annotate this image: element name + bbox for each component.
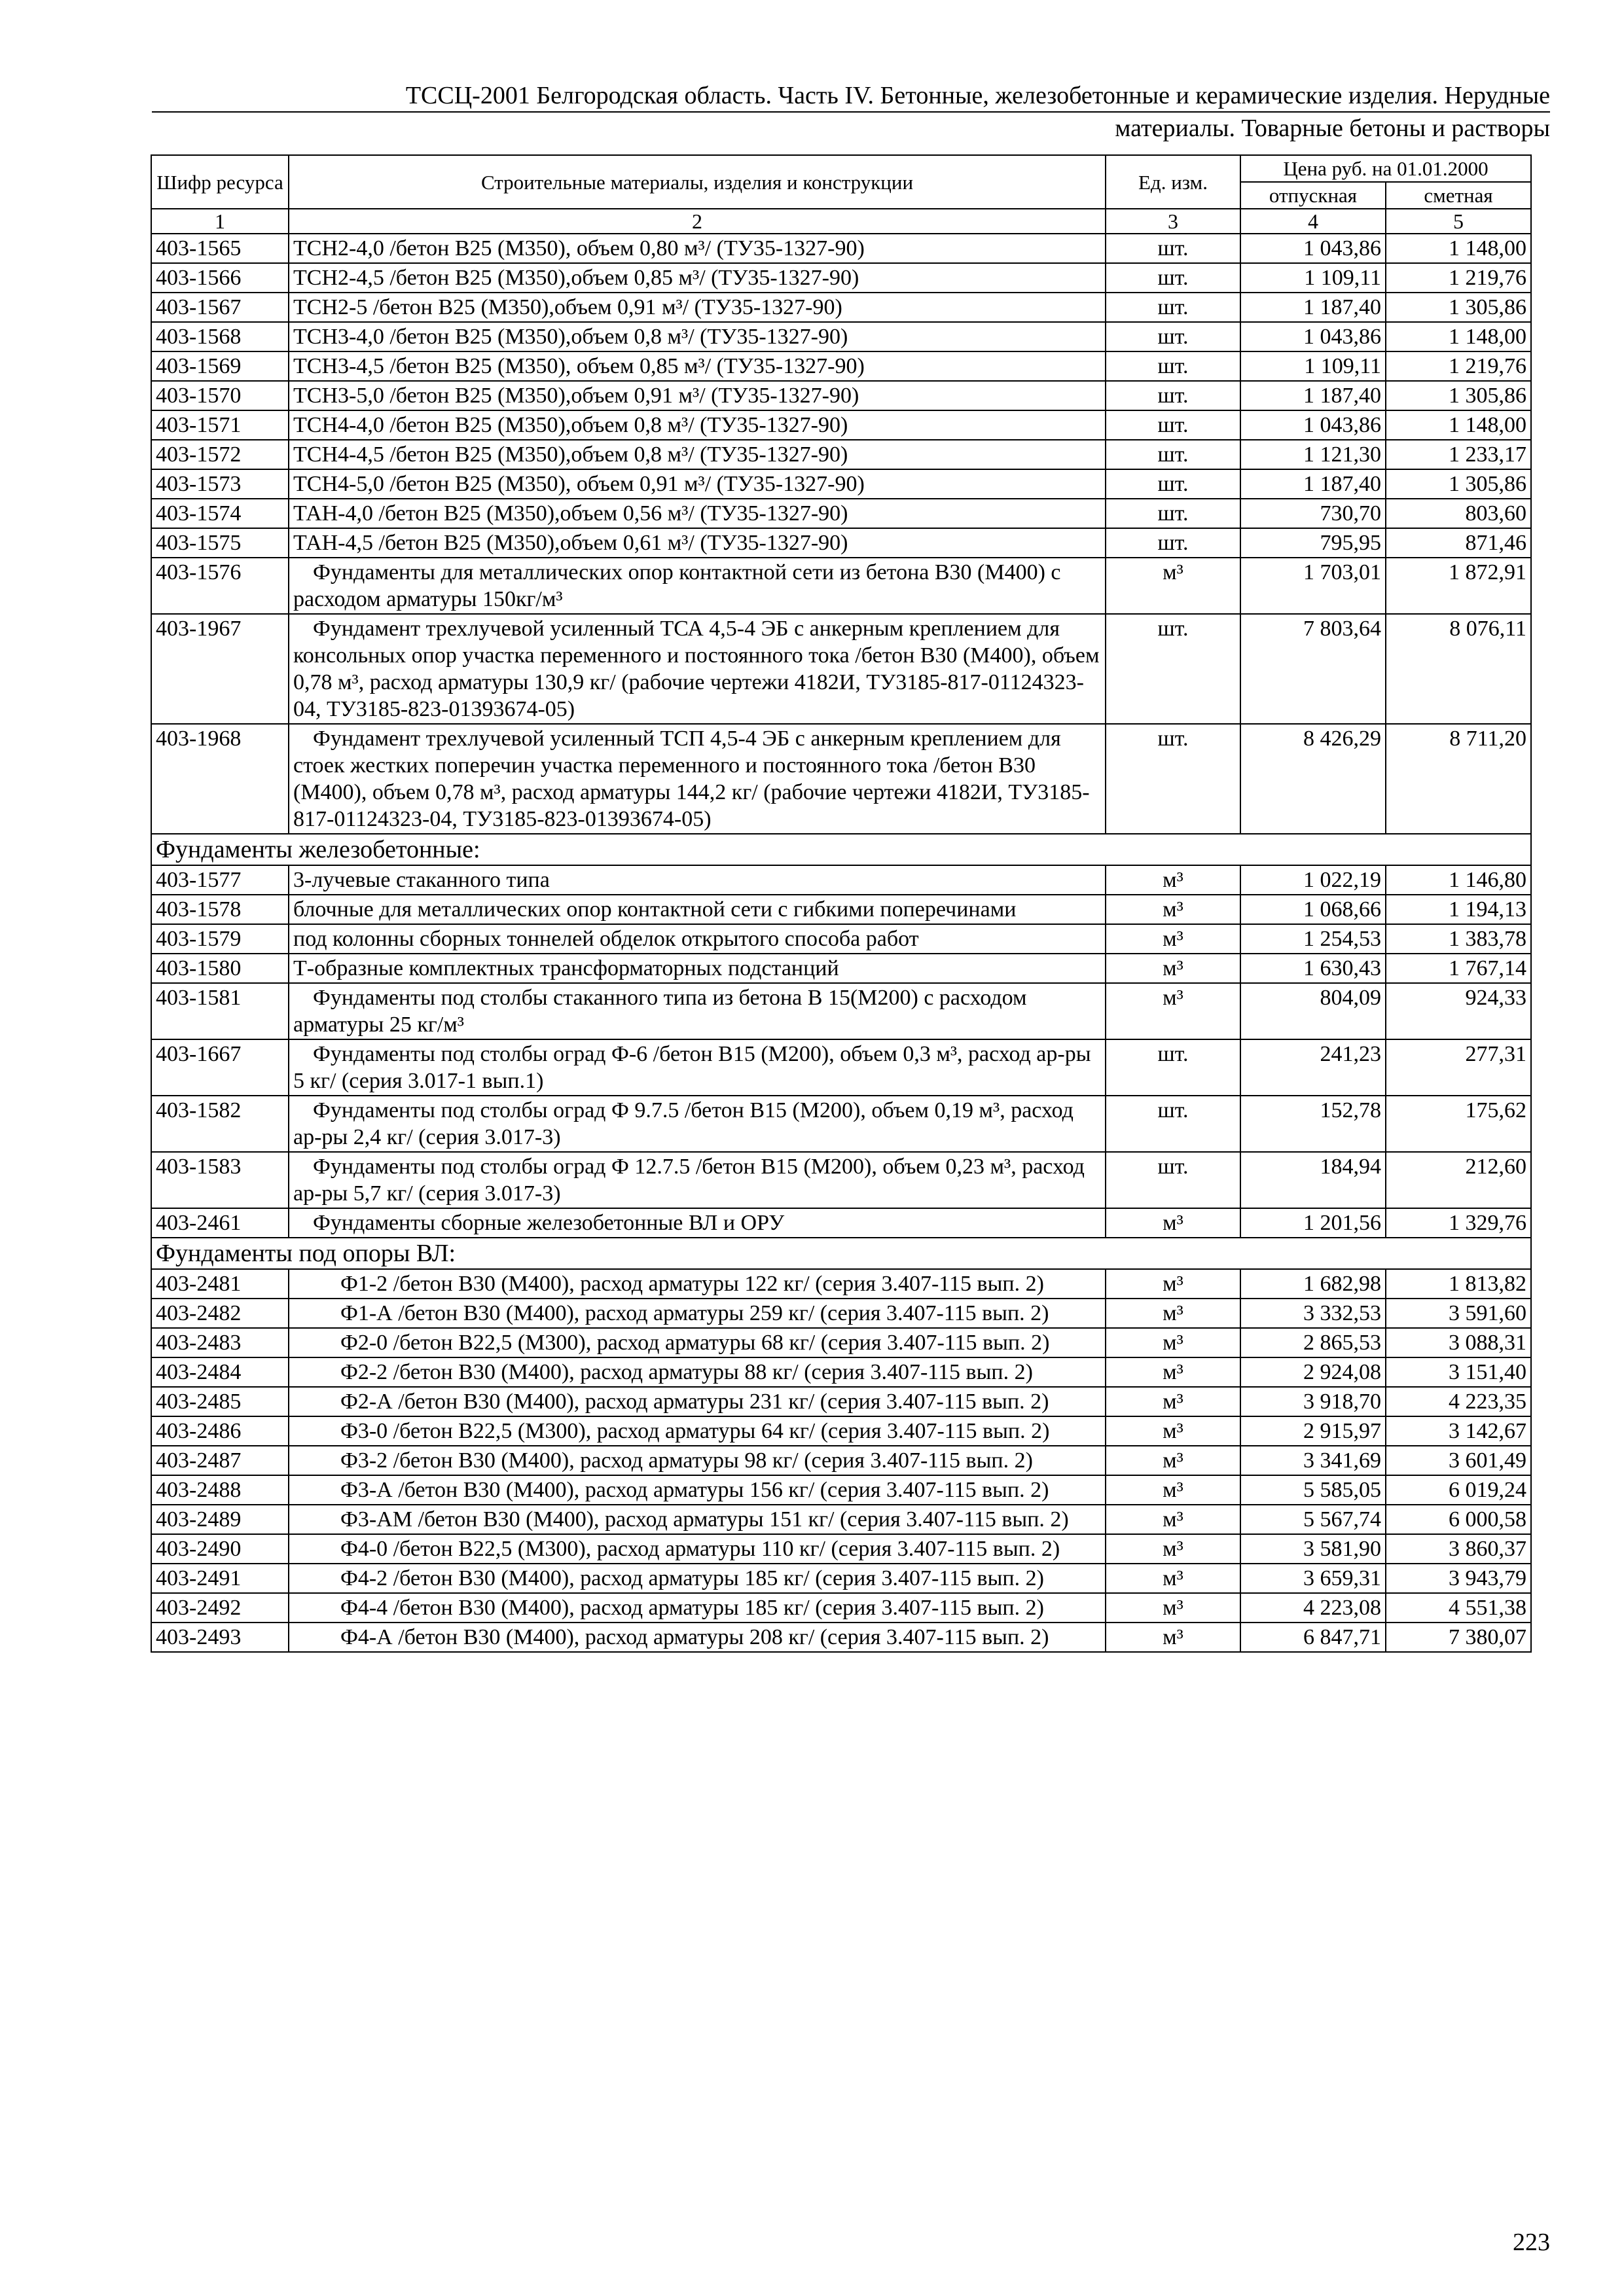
resource-code: 403-1967	[151, 614, 289, 724]
estimate-price: 1 148,00	[1386, 410, 1531, 440]
estimate-price: 3 151,40	[1386, 1357, 1531, 1387]
resource-code: 403-2461	[151, 1208, 289, 1238]
table-row	[151, 895, 1531, 924]
estimate-price: 3 860,37	[1386, 1534, 1531, 1564]
material-name: Ф1-А /бетон В30 (М400), расход арматуры 259 кг/ (серия 3.407-115 вып. 2)	[289, 1299, 1106, 1328]
material-name: ТСН4-5,0 /бетон В25 (М350), объем 0,91 м³/ (ТУ35-1327-90)	[289, 469, 1106, 499]
release-price: 3 581,90	[1240, 1534, 1386, 1564]
unit-cell: м³	[1106, 1208, 1240, 1238]
header-name: Строительные материалы, изделия и конструкции	[289, 155, 1106, 209]
release-price: 3 918,70	[1240, 1387, 1386, 1416]
release-price: 3 659,31	[1240, 1564, 1386, 1593]
table-body	[151, 209, 1531, 1652]
unit-cell: шт.	[1106, 1152, 1240, 1208]
release-price: 1 201,56	[1240, 1208, 1386, 1238]
table-row	[151, 469, 1531, 499]
estimate-price: 8 711,20	[1386, 724, 1531, 834]
resource-code: 403-1568	[151, 322, 289, 351]
table-row	[151, 1534, 1531, 1564]
resource-code: 403-2489	[151, 1505, 289, 1534]
estimate-price: 3 601,49	[1386, 1446, 1531, 1475]
table-row	[151, 440, 1531, 469]
material-name: блочные для металлических опор контактной сети с гибкими поперечинами	[289, 895, 1106, 924]
estimate-price: 1 305,86	[1386, 293, 1531, 322]
resource-code: 403-1583	[151, 1152, 289, 1208]
header-price-release: отпускная	[1240, 182, 1386, 209]
material-name: 3-лучевые стаканного типа	[289, 865, 1106, 895]
release-price: 8 426,29	[1240, 724, 1386, 834]
section-title: Фундаменты под опоры ВЛ:	[151, 1238, 1531, 1269]
unit-cell: м³	[1106, 1387, 1240, 1416]
unit-cell: м³	[1106, 1534, 1240, 1564]
table-row	[151, 1505, 1531, 1534]
resource-code: 403-2492	[151, 1593, 289, 1623]
header-line-1: ТССЦ-2001 Белгородская область. Часть IV. Бетонные, железобетонные и керамические изделия. Нерудные	[405, 82, 1550, 109]
unit-cell: м³	[1106, 954, 1240, 983]
material-name: Ф3-А /бетон В30 (М400), расход арматуры 156 кг/ (серия 3.407-115 вып. 2)	[289, 1475, 1106, 1505]
header-unit: Ед. изм.	[1106, 155, 1240, 209]
material-name: ТСН2-4,0 /бетон В25 (М350), объем 0,80 м³/ (ТУ35-1327-90)	[289, 234, 1106, 263]
resource-code: 403-2481	[151, 1269, 289, 1299]
header-code: Шифр ресурса	[151, 155, 289, 209]
resource-code: 403-1579	[151, 924, 289, 954]
table-row	[151, 410, 1531, 440]
resource-code: 403-2484	[151, 1357, 289, 1387]
unit-cell: м³	[1106, 1505, 1240, 1534]
material-name: Ф2-2 /бетон В30 (М400), расход арматуры 88 кг/ (серия 3.407-115 вып. 2)	[289, 1357, 1106, 1387]
table-row	[151, 983, 1531, 1039]
estimate-price: 3 088,31	[1386, 1328, 1531, 1357]
estimate-price: 4 551,38	[1386, 1593, 1531, 1623]
table-row	[151, 1623, 1531, 1652]
unit-cell: м³	[1106, 924, 1240, 954]
estimate-price: 212,60	[1386, 1152, 1531, 1208]
resource-code: 403-1968	[151, 724, 289, 834]
material-name: Ф4-А /бетон В30 (М400), расход арматуры 208 кг/ (серия 3.407-115 вып. 2)	[289, 1623, 1106, 1652]
release-price: 1 043,86	[1240, 234, 1386, 263]
material-name: Фундаменты под столбы оград Ф-6 /бетон В15 (М200), объем 0,3 м³, расход ар-ры 5 кг/ (серия 3.017-1 вып.1)	[289, 1039, 1106, 1096]
unit-cell: шт.	[1106, 499, 1240, 528]
section-title: Фундаменты железобетонные:	[151, 834, 1531, 865]
estimate-price: 3 591,60	[1386, 1299, 1531, 1328]
material-name: Фундаменты сборные железобетонные ВЛ и ОРУ	[289, 1208, 1106, 1238]
unit-cell: шт.	[1106, 351, 1240, 381]
release-price: 804,09	[1240, 983, 1386, 1039]
table-row	[151, 322, 1531, 351]
material-name: ТСН2-5 /бетон В25 (М350),объем 0,91 м³/ (ТУ35-1327-90)	[289, 293, 1106, 322]
header-price-group: Цена руб. на 01.01.2000	[1240, 155, 1531, 182]
table-row	[151, 293, 1531, 322]
estimate-price: 1 194,13	[1386, 895, 1531, 924]
resource-code: 403-2486	[151, 1416, 289, 1446]
unit-cell: м³	[1106, 1446, 1240, 1475]
unit-cell: м³	[1106, 1299, 1240, 1328]
release-price: 5 585,05	[1240, 1475, 1386, 1505]
release-price: 1 187,40	[1240, 293, 1386, 322]
release-price: 1 630,43	[1240, 954, 1386, 983]
table-row	[151, 1299, 1531, 1328]
material-name: ТСН3-4,0 /бетон В25 (М350),объем 0,8 м³/ (ТУ35-1327-90)	[289, 322, 1106, 351]
resource-code: 403-1575	[151, 528, 289, 558]
table-row	[151, 1269, 1531, 1299]
header-price-estimate: сметная	[1386, 182, 1531, 209]
unit-cell: шт.	[1106, 724, 1240, 834]
material-name: Фундаменты под столбы оград Ф 9.7.5 /бетон В15 (М200), объем 0,19 м³, расход ар-ры 2,4 кг/ (серия 3.017-3)	[289, 1096, 1106, 1152]
table-row	[151, 954, 1531, 983]
estimate-price: 1 219,76	[1386, 351, 1531, 381]
estimate-price: 6 000,58	[1386, 1505, 1531, 1534]
unit-cell: шт.	[1106, 1096, 1240, 1152]
page-header	[152, 81, 1550, 143]
unit-cell: шт.	[1106, 234, 1240, 263]
material-name: ТАН-4,5 /бетон В25 (М350),объем 0,61 м³/ (ТУ35-1327-90)	[289, 528, 1106, 558]
resource-code: 403-2485	[151, 1387, 289, 1416]
estimate-price: 1 305,86	[1386, 469, 1531, 499]
estimate-price: 1 872,91	[1386, 558, 1531, 614]
column-number: 1	[151, 209, 289, 234]
release-price: 795,95	[1240, 528, 1386, 558]
material-name: Ф4-2 /бетон В30 (М400), расход арматуры 185 кг/ (серия 3.407-115 вып. 2)	[289, 1564, 1106, 1593]
resource-code: 403-2490	[151, 1534, 289, 1564]
unit-cell: шт.	[1106, 614, 1240, 724]
material-name: ТСН3-5,0 /бетон В25 (М350),объем 0,91 м³/ (ТУ35-1327-90)	[289, 381, 1106, 410]
estimate-price: 1 146,80	[1386, 865, 1531, 895]
estimate-price: 924,33	[1386, 983, 1531, 1039]
unit-cell: м³	[1106, 558, 1240, 614]
estimate-price: 1 767,14	[1386, 954, 1531, 983]
table-row	[151, 1446, 1531, 1475]
estimate-price: 871,46	[1386, 528, 1531, 558]
unit-cell: м³	[1106, 1328, 1240, 1357]
unit-cell: шт.	[1106, 263, 1240, 293]
table-row	[151, 1152, 1531, 1208]
material-name: ТСН4-4,5 /бетон В25 (М350),объем 0,8 м³/ (ТУ35-1327-90)	[289, 440, 1106, 469]
column-number-row	[151, 209, 1531, 234]
material-name: ТСН2-4,5 /бетон В25 (М350),объем 0,85 м³/ (ТУ35-1327-90)	[289, 263, 1106, 293]
material-name: Фундаменты для металлических опор контактной сети из бетона В30 (М400) с расходом арматуры 150кг/м³	[289, 558, 1106, 614]
table-row	[151, 351, 1531, 381]
table-header-row	[151, 155, 1531, 182]
estimate-price: 1 233,17	[1386, 440, 1531, 469]
release-price: 1 254,53	[1240, 924, 1386, 954]
unit-cell: м³	[1106, 983, 1240, 1039]
unit-cell: шт.	[1106, 440, 1240, 469]
table-row	[151, 865, 1531, 895]
unit-cell: шт.	[1106, 528, 1240, 558]
page-number: 223	[1513, 2229, 1550, 2256]
release-price: 2 865,53	[1240, 1328, 1386, 1357]
resource-code: 403-1577	[151, 865, 289, 895]
estimate-price: 1 148,00	[1386, 234, 1531, 263]
section-row	[151, 1238, 1531, 1269]
table-row	[151, 1593, 1531, 1623]
resource-code: 403-2483	[151, 1328, 289, 1357]
resource-code: 403-1576	[151, 558, 289, 614]
release-price: 241,23	[1240, 1039, 1386, 1096]
unit-cell: м³	[1106, 1564, 1240, 1593]
release-price: 1 121,30	[1240, 440, 1386, 469]
table-row	[151, 724, 1531, 834]
material-name: Ф4-0 /бетон В22,5 (М300), расход арматуры 110 кг/ (серия 3.407-115 вып. 2)	[289, 1534, 1106, 1564]
resource-code: 403-1567	[151, 293, 289, 322]
unit-cell: шт.	[1106, 381, 1240, 410]
unit-cell: м³	[1106, 1357, 1240, 1387]
release-price: 1 682,98	[1240, 1269, 1386, 1299]
estimate-price: 6 019,24	[1386, 1475, 1531, 1505]
table-row	[151, 1208, 1531, 1238]
resource-code: 403-1571	[151, 410, 289, 440]
table-row	[151, 1475, 1531, 1505]
header-rule	[152, 111, 1550, 113]
column-number: 2	[289, 209, 1106, 234]
table-row	[151, 1416, 1531, 1446]
estimate-price: 7 380,07	[1386, 1623, 1531, 1652]
release-price: 730,70	[1240, 499, 1386, 528]
material-name: Ф2-0 /бетон В22,5 (М300), расход арматуры 68 кг/ (серия 3.407-115 вып. 2)	[289, 1328, 1106, 1357]
resource-code: 403-2491	[151, 1564, 289, 1593]
resource-code: 403-1667	[151, 1039, 289, 1096]
estimate-price: 1 219,76	[1386, 263, 1531, 293]
material-name: ТСН3-4,5 /бетон В25 (М350), объем 0,85 м³/ (ТУ35-1327-90)	[289, 351, 1106, 381]
material-name: Ф3-АМ /бетон В30 (М400), расход арматуры 151 кг/ (серия 3.407-115 вып. 2)	[289, 1505, 1106, 1534]
material-name: Ф4-4 /бетон В30 (М400), расход арматуры 185 кг/ (серия 3.407-115 вып. 2)	[289, 1593, 1106, 1623]
material-name: Т-образные комплектных трансформаторных подстанций	[289, 954, 1106, 983]
material-name: под колонны сборных тоннелей обделок открытого способа работ	[289, 924, 1106, 954]
price-table	[151, 154, 1532, 1653]
table-row	[151, 1328, 1531, 1357]
material-name: Ф3-0 /бетон В22,5 (М300), расход арматуры 64 кг/ (серия 3.407-115 вып. 2)	[289, 1416, 1106, 1446]
table-row	[151, 499, 1531, 528]
material-name: ТАН-4,0 /бетон В25 (М350),объем 0,56 м³/ (ТУ35-1327-90)	[289, 499, 1106, 528]
unit-cell: м³	[1106, 1593, 1240, 1623]
release-price: 1 703,01	[1240, 558, 1386, 614]
estimate-price: 1 813,82	[1386, 1269, 1531, 1299]
material-name: Ф1-2 /бетон В30 (М400), расход арматуры 122 кг/ (серия 3.407-115 вып. 2)	[289, 1269, 1106, 1299]
resource-code: 403-1581	[151, 983, 289, 1039]
unit-cell: м³	[1106, 1269, 1240, 1299]
table-row	[151, 263, 1531, 293]
column-number: 5	[1386, 209, 1531, 234]
table-row	[151, 1357, 1531, 1387]
table-row	[151, 1387, 1531, 1416]
resource-code: 403-1580	[151, 954, 289, 983]
resource-code: 403-1572	[151, 440, 289, 469]
release-price: 4 223,08	[1240, 1593, 1386, 1623]
release-price: 1 109,11	[1240, 263, 1386, 293]
material-name: Фундамент трехлучевой усиленный ТСП 4,5-4 ЭБ с анкерным креплением для стоек жестких поперечин участка переменного и постоянного тока /бетон В30 (М400), объем 0,78 м³, расход арматуры 144,2 кг/ (рабочие чертежи 4182И, ТУ3185-817-01124323-04, ТУ3185-823-01393674-05)	[289, 724, 1106, 834]
table-row	[151, 558, 1531, 614]
release-price: 184,94	[1240, 1152, 1386, 1208]
material-name: Ф2-А /бетон В30 (М400), расход арматуры 231 кг/ (серия 3.407-115 вып. 2)	[289, 1387, 1106, 1416]
material-name: Ф3-2 /бетон В30 (М400), расход арматуры 98 кг/ (серия 3.407-115 вып. 2)	[289, 1446, 1106, 1475]
release-price: 1 187,40	[1240, 381, 1386, 410]
release-price: 152,78	[1240, 1096, 1386, 1152]
unit-cell: м³	[1106, 1475, 1240, 1505]
header-line-2: материалы. Товарные бетоны и растворы	[1115, 115, 1550, 142]
table-row	[151, 1096, 1531, 1152]
release-price: 1 043,86	[1240, 410, 1386, 440]
release-price: 2 915,97	[1240, 1416, 1386, 1446]
column-number: 4	[1240, 209, 1386, 234]
table-row	[151, 1039, 1531, 1096]
section-row	[151, 834, 1531, 865]
estimate-price: 803,60	[1386, 499, 1531, 528]
estimate-price: 1 329,76	[1386, 1208, 1531, 1238]
estimate-price: 277,31	[1386, 1039, 1531, 1096]
material-name: Фундаменты под столбы оград Ф 12.7.5 /бетон В15 (М200), объем 0,23 м³, расход ар-ры 5,7 кг/ (серия 3.017-3)	[289, 1152, 1106, 1208]
release-price: 6 847,71	[1240, 1623, 1386, 1652]
resource-code: 403-1570	[151, 381, 289, 410]
estimate-price: 1 148,00	[1386, 322, 1531, 351]
column-number: 3	[1106, 209, 1240, 234]
resource-code: 403-2493	[151, 1623, 289, 1652]
resource-code: 403-2487	[151, 1446, 289, 1475]
material-name: Фундамент трехлучевой усиленный ТСА 4,5-4 ЭБ с анкерным креплением для консольных опор участка переменного и постоянного тока /бетон В30 (М400), объем 0,78 м³, расход арматуры 130,9 кг/ (рабочие чертежи 4182И, ТУ3185-817-01124323-04, ТУ3185-823-01393674-05)	[289, 614, 1106, 724]
resource-code: 403-2482	[151, 1299, 289, 1328]
release-price: 1 068,66	[1240, 895, 1386, 924]
resource-code: 403-1566	[151, 263, 289, 293]
resource-code: 403-1569	[151, 351, 289, 381]
unit-cell: шт.	[1106, 1039, 1240, 1096]
resource-code: 403-1582	[151, 1096, 289, 1152]
unit-cell: шт.	[1106, 410, 1240, 440]
material-name: Фундаменты под столбы стаканного типа из бетона В 15(М200) с расходом арматуры 25 кг/м³	[289, 983, 1106, 1039]
unit-cell: шт.	[1106, 293, 1240, 322]
estimate-price: 1 383,78	[1386, 924, 1531, 954]
unit-cell: м³	[1106, 1416, 1240, 1446]
table-row	[151, 1564, 1531, 1593]
resource-code: 403-1565	[151, 234, 289, 263]
resource-code: 403-1578	[151, 895, 289, 924]
resource-code: 403-2488	[151, 1475, 289, 1505]
estimate-price: 3 142,67	[1386, 1416, 1531, 1446]
unit-cell: шт.	[1106, 322, 1240, 351]
release-price: 1 022,19	[1240, 865, 1386, 895]
estimate-price: 175,62	[1386, 1096, 1531, 1152]
estimate-price: 8 076,11	[1386, 614, 1531, 724]
release-price: 1 187,40	[1240, 469, 1386, 499]
unit-cell: м³	[1106, 895, 1240, 924]
table-row	[151, 614, 1531, 724]
release-price: 2 924,08	[1240, 1357, 1386, 1387]
resource-code: 403-1573	[151, 469, 289, 499]
resource-code: 403-1574	[151, 499, 289, 528]
table-row	[151, 528, 1531, 558]
unit-cell: м³	[1106, 865, 1240, 895]
table-row	[151, 234, 1531, 263]
release-price: 5 567,74	[1240, 1505, 1386, 1534]
release-price: 3 341,69	[1240, 1446, 1386, 1475]
estimate-price: 4 223,35	[1386, 1387, 1531, 1416]
unit-cell: м³	[1106, 1623, 1240, 1652]
estimate-price: 1 305,86	[1386, 381, 1531, 410]
release-price: 7 803,64	[1240, 614, 1386, 724]
material-name: ТСН4-4,0 /бетон В25 (М350),объем 0,8 м³/ (ТУ35-1327-90)	[289, 410, 1106, 440]
release-price: 3 332,53	[1240, 1299, 1386, 1328]
release-price: 1 109,11	[1240, 351, 1386, 381]
release-price: 1 043,86	[1240, 322, 1386, 351]
estimate-price: 3 943,79	[1386, 1564, 1531, 1593]
table-row	[151, 381, 1531, 410]
table-row	[151, 924, 1531, 954]
unit-cell: шт.	[1106, 469, 1240, 499]
